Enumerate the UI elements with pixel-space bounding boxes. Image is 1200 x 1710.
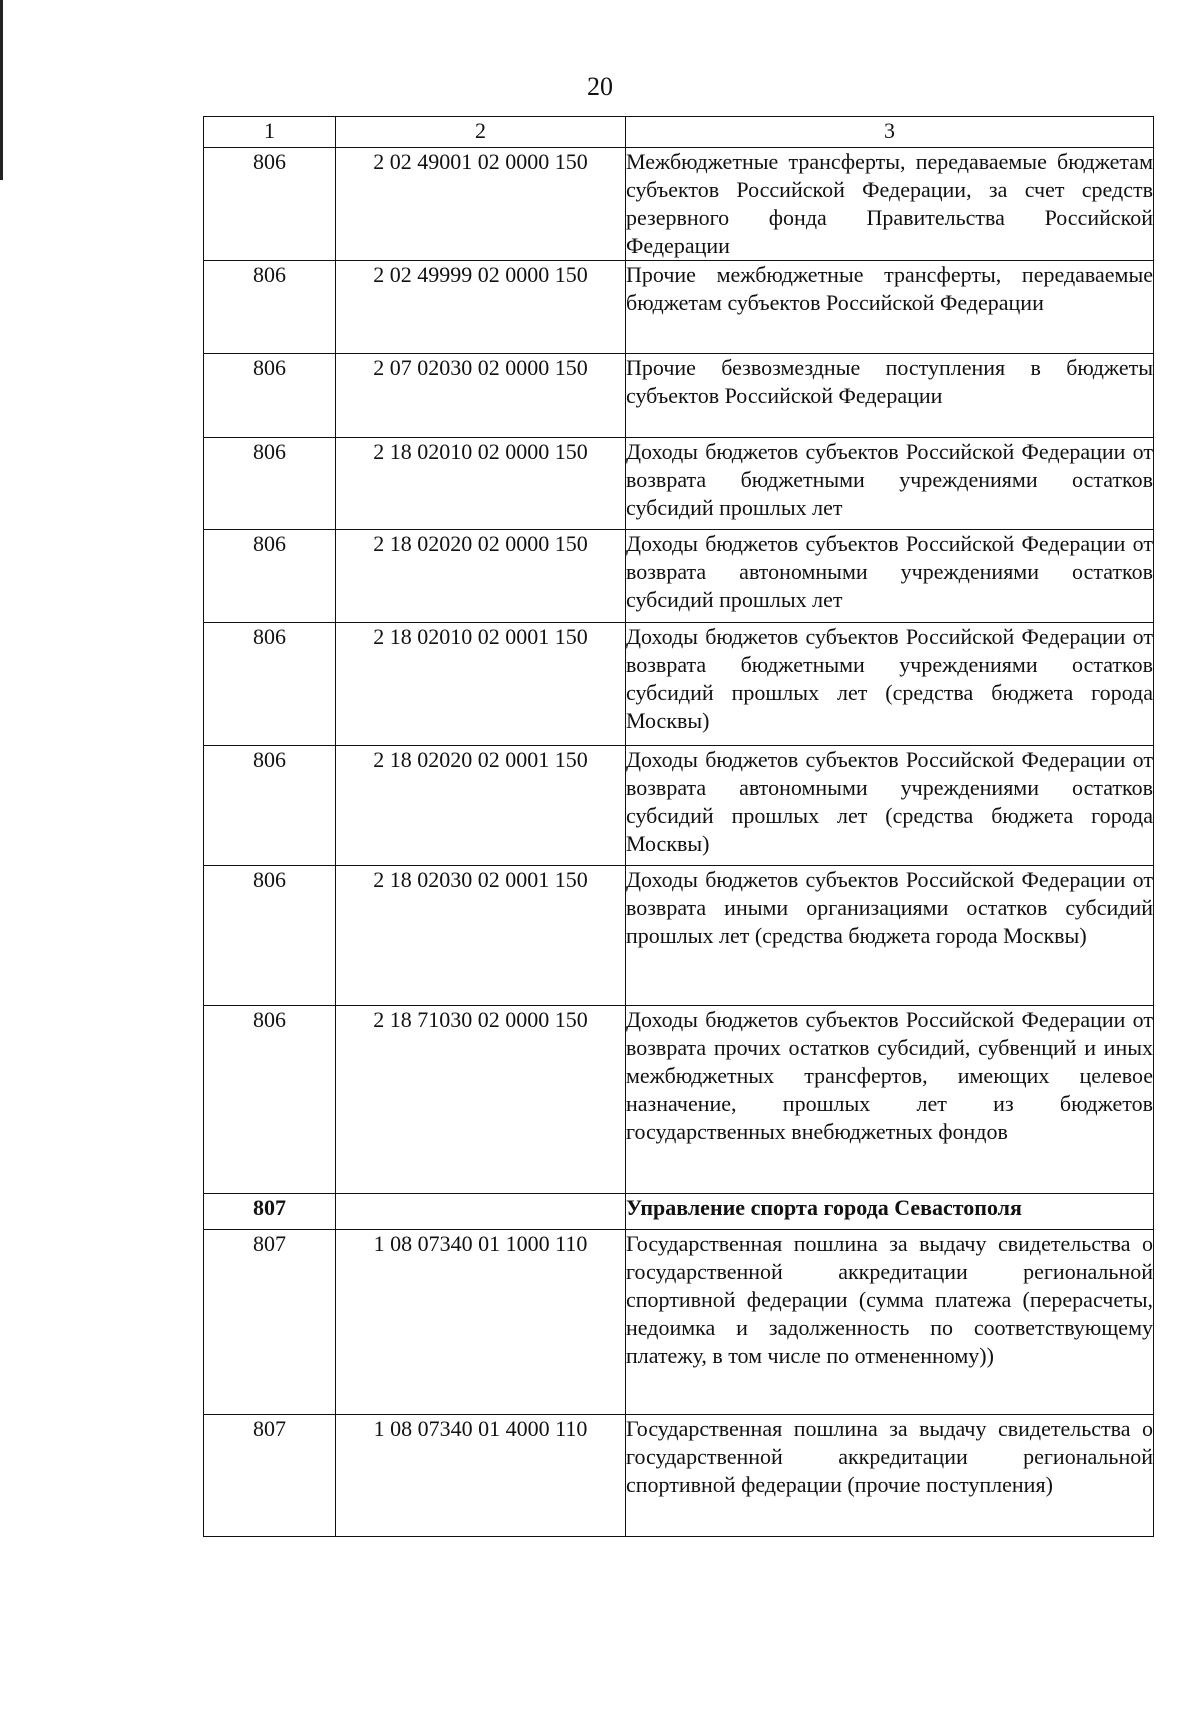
table-row bbox=[204, 746, 1154, 866]
income-code-cell bbox=[336, 1194, 626, 1230]
table-row bbox=[204, 530, 1154, 623]
table-row bbox=[204, 1006, 1154, 1194]
table-row bbox=[204, 354, 1154, 438]
page-number: 20 bbox=[587, 72, 613, 101]
header-row bbox=[204, 117, 1154, 148]
description-cell: Государственная пошлина за выдачу свидетельства о государственной аккредитации региональной спортивной федерации (сумма платежа (перерасчеты, недоимка и задолженность по соответствующему платежу, в том числе по отмененному)) bbox=[626, 1230, 1154, 1415]
description-cell: Доходы бюджетов субъектов Российской Федерации от возврата бюджетными учреждениями остатков субсидий прошлых лет bbox=[626, 438, 1154, 530]
admin-code-cell: 806 bbox=[204, 354, 336, 438]
description-cell: Государственная пошлина за выдачу свидетельства о государственной аккредитации региональной спортивной федерации (прочие поступления) bbox=[626, 1415, 1154, 1537]
description-cell: Межбюджетные трансферты, передаваемые бюджетам субъектов Российской Федерации, за счет средств резервного фонда Правительства Российской Федерации bbox=[626, 148, 1154, 261]
admin-code-cell: 806 bbox=[204, 530, 336, 623]
description-cell: Доходы бюджетов субъектов Российской Федерации от возврата иными организациями остатков субсидий прошлых лет (средства бюджета города Москвы) bbox=[626, 866, 1154, 1006]
table-row bbox=[204, 1230, 1154, 1415]
table-header bbox=[204, 117, 1154, 148]
income-code-cell: 1 08 07340 01 4000 110 bbox=[336, 1415, 626, 1537]
description-cell: Доходы бюджетов субъектов Российской Федерации от возврата прочих остатков субсидий, субвенций и иных межбюджетных трансфертов, имеющих целевое назначение, прошлых лет из бюджетов государственных внебюджетных фондов bbox=[626, 1006, 1154, 1194]
table-row bbox=[204, 866, 1154, 1006]
income-code-cell: 2 18 02030 02 0001 150 bbox=[336, 866, 626, 1006]
admin-code-cell: 806 bbox=[204, 438, 336, 530]
income-code-cell: 2 18 02020 02 0001 150 bbox=[336, 746, 626, 866]
admin-code-cell: 806 bbox=[204, 623, 336, 746]
table-row bbox=[204, 1415, 1154, 1537]
description-cell: Доходы бюджетов субъектов Российской Федерации от возврата бюджетными учреждениями остатков субсидий прошлых лет (средства бюджета города Москвы) bbox=[626, 623, 1154, 746]
income-code-cell: 2 07 02030 02 0000 150 bbox=[336, 354, 626, 438]
admin-code-cell: 806 bbox=[204, 148, 336, 261]
column-header-1: 1 bbox=[204, 117, 336, 148]
description-cell: Доходы бюджетов субъектов Российской Федерации от возврата автономными учреждениями остатков субсидий прошлых лет bbox=[626, 530, 1154, 623]
table-row bbox=[204, 148, 1154, 261]
admin-code-cell: 806 bbox=[204, 1006, 336, 1194]
revenue-codes-table bbox=[203, 116, 1154, 1537]
table-row bbox=[204, 623, 1154, 746]
admin-code-cell: 807 bbox=[204, 1230, 336, 1415]
admin-code-cell: 807 bbox=[204, 1415, 336, 1537]
admin-code-cell: 806 bbox=[204, 866, 336, 1006]
section-heading-row bbox=[204, 1194, 1154, 1230]
income-code-cell: 2 18 02010 02 0000 150 bbox=[336, 438, 626, 530]
income-code-cell: 2 18 02010 02 0001 150 bbox=[336, 623, 626, 746]
description-cell: Доходы бюджетов субъектов Российской Федерации от возврата автономными учреждениями остатков субсидий прошлых лет (средства бюджета города Москвы) bbox=[626, 746, 1154, 866]
income-code-cell: 2 02 49001 02 0000 150 bbox=[336, 148, 626, 261]
income-code-cell: 2 18 71030 02 0000 150 bbox=[336, 1006, 626, 1194]
column-header-2: 2 bbox=[336, 117, 626, 148]
column-header-3: 3 bbox=[626, 117, 1154, 148]
table-row bbox=[204, 438, 1154, 530]
income-code-cell: 2 18 02020 02 0000 150 bbox=[336, 530, 626, 623]
income-code-cell: 2 02 49999 02 0000 150 bbox=[336, 261, 626, 354]
admin-code-cell: 806 bbox=[204, 746, 336, 866]
table-row bbox=[204, 261, 1154, 354]
admin-code-cell: 807 bbox=[204, 1194, 336, 1230]
income-code-cell: 1 08 07340 01 1000 110 bbox=[336, 1230, 626, 1415]
admin-code-cell: 806 bbox=[204, 261, 336, 354]
description-cell: Прочие межбюджетные трансферты, передаваемые бюджетам субъектов Российской Федерации bbox=[626, 261, 1154, 354]
section-title: Управление спорта города Севастополя bbox=[626, 1194, 1154, 1230]
description-cell: Прочие безвозмездные поступления в бюджеты субъектов Российской Федерации bbox=[626, 354, 1154, 438]
